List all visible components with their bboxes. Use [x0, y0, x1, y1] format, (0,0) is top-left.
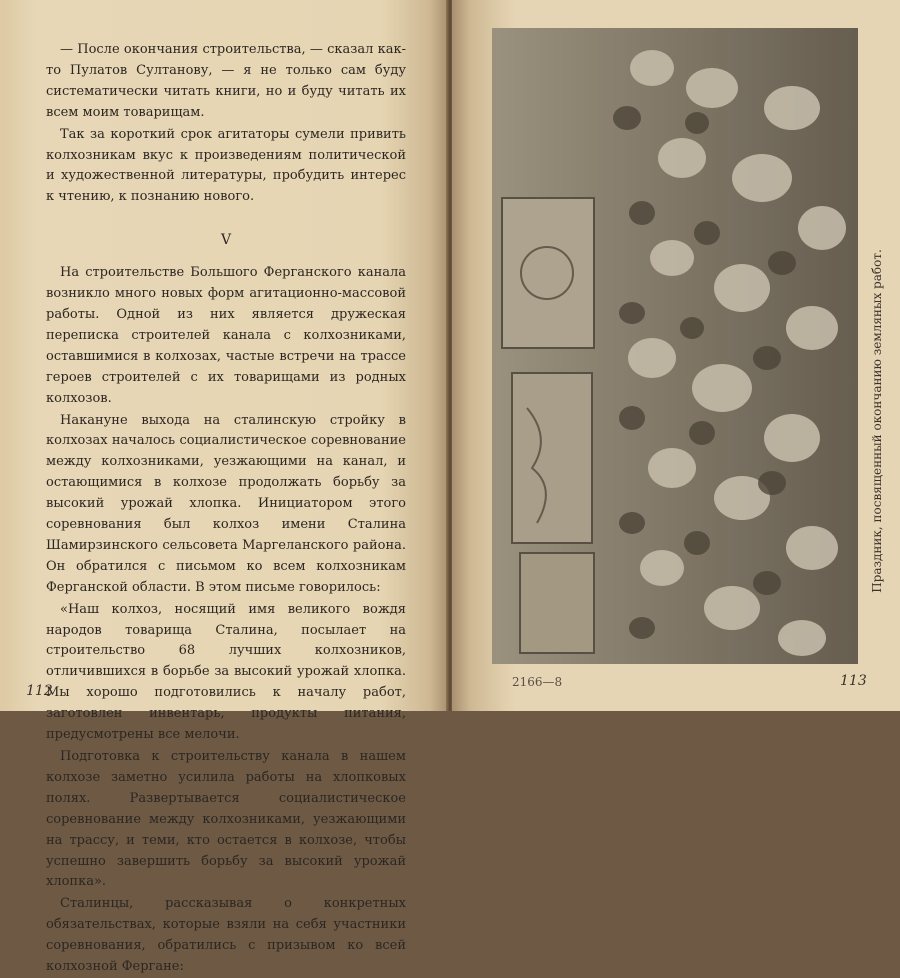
paragraph: Так за короткий срок агитаторы сумели привить колхозникам вкус к произведениям политической и художественной литературы, пробудить интерес к чтению, к познанию нового. — [46, 126, 406, 205]
paragraph: Накануне выхода на сталинскую стройку в колхозах началось социалистическое соревнование между колхозниками, уезжающими на канал, и остающимися в колхозе продолжать борьбу за высокий урожай хлопка. Инициатором этого соревнования был колхоз имени Сталина Шамирзинского сельсовета Маргеланского района. Он обратился с письмом ко всем колхозникам Ферганской области. В этом письме говорилось: — [46, 412, 406, 595]
photo-caption — [866, 186, 888, 656]
paragraph: Сталинцы, рассказывая о конкретных обязательствах, которые взяли на себя участники соревнования, обратились с призывом ко всей колхозной Фергане: — [46, 896, 406, 975]
left-page-text — [46, 40, 406, 978]
page-number-left: 112 — [26, 683, 53, 699]
chapter-heading: V — [220, 232, 232, 249]
paragraph: «Наш колхоз, носящий имя великого вождя народов товарища Сталина, посылает на строительство 68 лучших колхозников, отличившихся в борьбе за высокий урожай хлопка. Мы хорошо подготовились к началу работ, заготовлен инвентарь, продукты питания, предусмотрены все мелочи. — [46, 601, 406, 743]
paragraph: Подготовка к строительству канала в нашем колхозе заметно усилила работы на хлопковых полях. Развертывается социалистическое соревнование между колхозниками, уезжающими на трассу, и теми, кто остается в колхозе, чтобы успешно завершить борьбу за высокий урожай хлопка». — [46, 749, 406, 890]
page-number-right: 113 — [840, 673, 867, 689]
photo-illustration — [492, 28, 858, 664]
left-page — [0, 0, 448, 975]
paragraph: — После окончания строительства, — сказал как-то Пулатов Султанову, — я не только сам буду систематически читать книги, но и буду читать их всем моим товарищам. — [46, 42, 406, 120]
photo-caption-text: Праздник, посвященный окончанию земляных работ. — [870, 249, 884, 593]
printer-signature: 2166—8 — [512, 675, 563, 689]
crowd-photograph — [492, 28, 858, 664]
paragraph: На строительстве Большого Ферганского канала возникло много новых форм агитационно-массовой работы. Одной из них является дружеская переписка строителей канала с колхозниками, оставшимися в колхозах, частые встречи на трассе героев строителей с их товарищами из родных колхозов. — [46, 265, 406, 406]
